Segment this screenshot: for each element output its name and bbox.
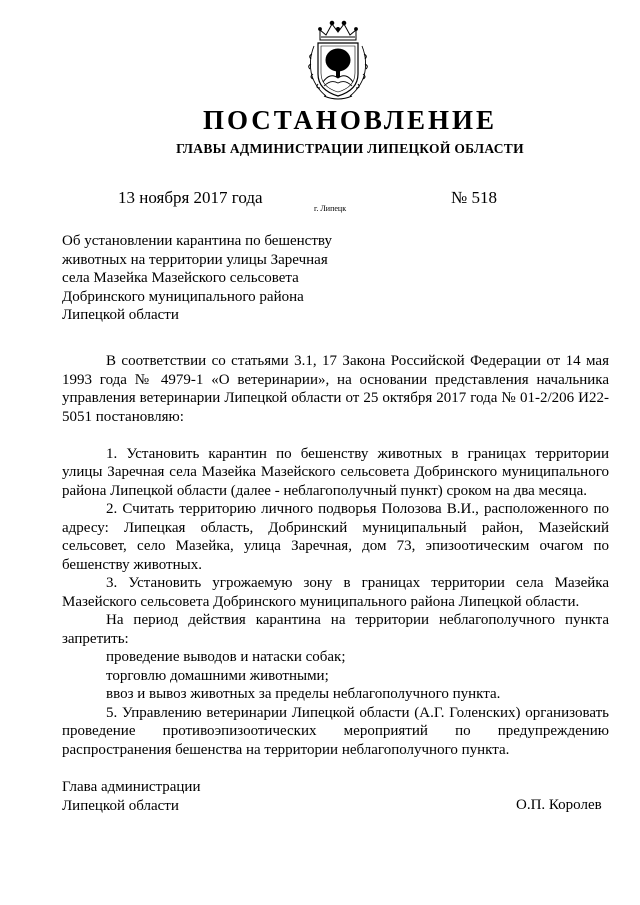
- ban-item-1: проведение выводов и натаски собак;: [106, 649, 346, 665]
- preamble-paragraph: В соответствии со статьями 3.1, 17 Закона Российской Федерации от 14 мая 1993 года № 4979-1 «О ветеринарии», на основании представления начальника управления ветеринарии Липецкой области от 25 октября 2017 года № 01-2/206 И22-5051 постановляю:: [62, 353, 609, 425]
- document-city: г. Липецк: [314, 204, 347, 213]
- document-title: ПОСТАНОВЛЕНИЕ: [202, 105, 498, 135]
- signatory-position-line: Липецкой области: [62, 797, 179, 814]
- subject-line: Добринского муниципального района: [62, 288, 304, 305]
- resolution-item-1: 1. Установить карантин по бешенству животных в границах территории улицы Заречная села Мазейка Мазейского сельсовета Добринского муниципального района Липецкой области (далее - неблагополучный пункт) сроком на два месяца.: [62, 445, 609, 499]
- coat-of-arms-emblem: [306, 16, 370, 102]
- subject-line: Липецкой области: [62, 307, 179, 323]
- document-body: [62, 352, 609, 759]
- subject-line: Об установлении карантина по бешенству: [62, 233, 332, 249]
- document-issuer: ГЛАВЫ АДМИНИСТРАЦИИ ЛИПЕЦКОЙ ОБЛАСТИ: [176, 141, 524, 156]
- subject-line: животных на территории улицы Заречная: [62, 251, 328, 268]
- resolution-item-5: 5. Управлению ветеринарии Липецкой области (А.Г. Голенских) организовать проведение противоэпизоотических мероприятий по предупреждению распространения бешенства на территории неблагополучного пункта.: [62, 704, 609, 758]
- subject-line: села Мазейка Мазейского сельсовета: [62, 270, 299, 286]
- resolution-item-2: 2. Считать территорию личного подворья Полозова В.И., расположенного по адресу: Липецкая область, Добринский муниципальный район, Мазейский сельсовет, село Мазейка, улица Заречная, дом 73, эпизоотическим очагом по бешенству животных.: [62, 501, 609, 573]
- signatory-position: [62, 778, 200, 815]
- ban-item-3: ввоз и вывоз животных за пределы неблагополучного пункта.: [106, 686, 501, 702]
- resolution-item-3: 3. Установить угрожаемую зону в границах территории села Мазейка Мазейского сельсовета Добринского муниципального района Липецкой области.: [62, 575, 609, 610]
- resolution-item-4: На период действия карантина на территории неблагополучного пункта запретить:: [62, 612, 609, 647]
- signatory-position-line: Глава администрации: [62, 779, 201, 795]
- ban-item-2: торговлю домашними животными;: [106, 667, 329, 684]
- signatory-name: О.П. Королев: [516, 797, 602, 813]
- document-subject: [62, 232, 392, 325]
- document-date: 13 ноября 2017 года: [118, 188, 263, 207]
- document-number: № 518: [451, 188, 497, 207]
